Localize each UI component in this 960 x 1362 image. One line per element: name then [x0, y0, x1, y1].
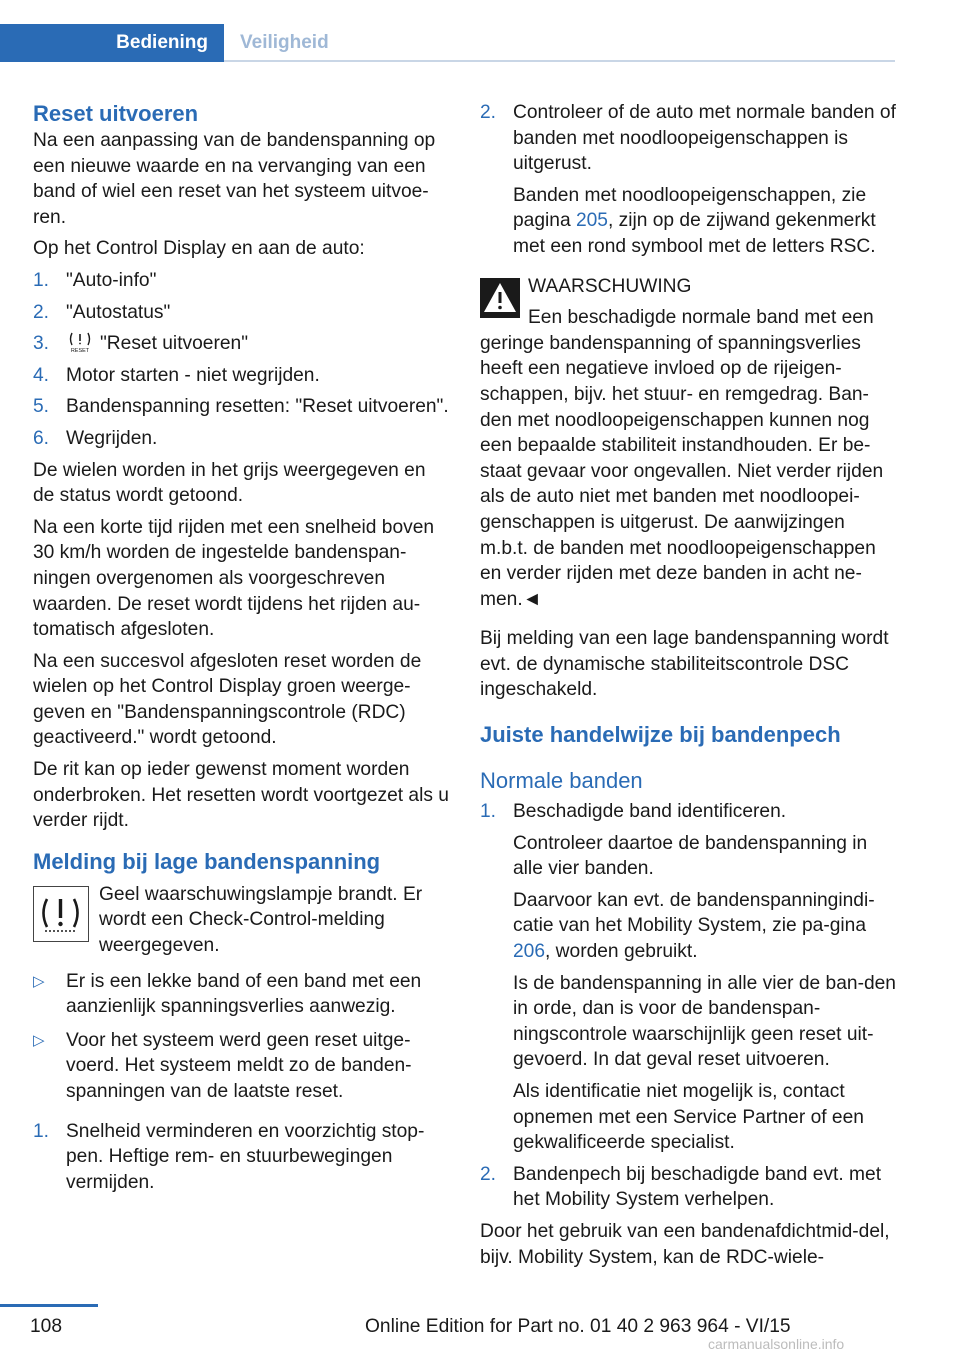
list-item: 6. Wegrijden. [33, 427, 158, 449]
list-item: 4. Motor starten - niet wegrijden. [33, 364, 320, 386]
list-item: 2. Controleer of de auto met normale banden of banden met noodloopeigenschappen is uitgerust. Banden met noodloopeigenschappen, zie pagina 205, zijn op de zijwand gekenmerkt met een rond symbool met de letters RSC. [480, 100, 898, 260]
tire-pressure-warning-icon [33, 886, 89, 942]
list-item: 1. "Auto-info" [33, 269, 157, 291]
paragraph: Op het Control Display en aan de auto: [33, 238, 365, 260]
list-item: ▷ Voor het systeem werd geen reset uitge‐voerd. Het systeem meldt zo de banden‐spanningen van de laatste reset. [33, 1029, 412, 1102]
paragraph: De wielen worden in het grijs weergegeven en de status wordt getoond. [33, 459, 426, 507]
tab-veiligheid[interactable]: Veiligheid [240, 32, 329, 53]
list-item: 1. Beschadigde band identificeren. Controleer daartoe de bandenspanning in alle vier banden. Daarvoor kan evt. de bandenspanningindi‐catie van het Mobility System, zie pa‐gina 206, worden gebruikt. Is de bandenspanning in alle vier de ban‐den in orde, dan is voor de bandenspan‐ningscontrole waarschijnlijk geen reset uit‐gevoerd. In dat geval reset uitvoeren. Als identificatie niet mogelijk is, contact opnemen met een Service Partner of een gekwalificeerde specialist. [480, 799, 898, 1156]
heading-melding-lage-bandenspanning: Melding bij lage bandenspanning [33, 848, 381, 874]
paragraph: Na een succesvol afgesloten reset worden de wielen op het Control Display groen weerge‐geven en "Bandenspanningscontrole (RDC) geactiveerd." wordt getoond. [33, 650, 422, 749]
list-item: 3. RESET "Reset uitvoeren" [33, 333, 249, 355]
heading-bandenpech: Juiste handelwijze bij bandenpech [480, 722, 841, 748]
triangle-bullet-icon: ▷ [33, 1031, 45, 1049]
page-number: 108 [30, 1316, 63, 1337]
tab-bediening[interactable]: Bediening [0, 24, 224, 62]
paragraph: Na een aanpassing van de bandenspanning op een nieuwe waarde en na vervanging van een band of wiel een reset van het systeem uitvoe‐ren. [33, 130, 436, 228]
causes-list [33, 969, 451, 1105]
reset-steps-list [33, 268, 451, 452]
left-column [33, 100, 451, 1201]
action-steps-list [33, 1119, 451, 1196]
heading-normale-banden: Normale banden [480, 768, 643, 794]
puncture-steps-list [480, 799, 898, 1213]
paragraph: De rit kan op ieder gewenst moment worden onderbroken. Het resetten wordt voortgezet als u verder rijdt. [33, 759, 449, 832]
list-item: ▷ Er is een lekke band of een band met een aanzienlijk spanningsverlies aanwezig. [33, 970, 422, 1018]
section-tabbar [0, 24, 895, 62]
page-link-206[interactable]: 206 [513, 941, 546, 963]
paragraph: Banden met noodloopeigenschappen, zie pagina 205, zijn op de zijwand gekenmerkt met een rond symbool met de letters RSC. [513, 184, 876, 257]
paragraph: Door het gebruik van een bandenafdichtmid‐del, bijv. Mobility System, kan de RDC-wiele‐ [480, 1220, 890, 1268]
list-item: 2. "Autostatus" [33, 301, 171, 323]
tire-reset-icon [66, 331, 94, 353]
paragraph: Als identificatie niet mogelijk is, contact opnemen met een Service Partner of een gekwalificeerde specialist. [513, 1081, 864, 1154]
list-item: 2. Bandenpech bij beschadigde band evt. met het Mobility System verhelpen. [480, 1163, 882, 1211]
warning-text: geringe bandenspanning of spanningsverlies heeft een negatieve invloed op de rijeigen‐schappen, bijv. het stuur- en remgedrag. Ban‐den met noodloopeigenschappen kunnen nog een bepaalde stabiliteit instandhouden. Er be‐staat gevaar voor ongevallen. Niet verder rijden als de auto niet met banden met noodloopei‐genschappen is uitgerust. De aanwijzingen m.b.t. de banden met noodloopeigenschappen en verder rijden met deze banden in acht ne‐men.◄ [480, 332, 884, 610]
warning-first-line: Een beschadigde normale band met een [528, 307, 874, 329]
paragraph: Bij melding van een lage bandenspanning wordt evt. de dynamische stabiliteitscontrole DSC ingeschakeld. [480, 628, 889, 701]
page-link-205[interactable]: 205 [575, 210, 608, 232]
svg-text:RESET: RESET [70, 348, 90, 354]
action-steps-continued [480, 100, 898, 260]
warning-lamp-text: Geel waarschuwingslampje brandt. Er wordt een Check-Control-melding weergegeven. [99, 883, 423, 957]
watermark: carmanualsonline.info [708, 1336, 845, 1352]
heading-reset-uitvoeren: Reset uitvoeren [33, 101, 199, 126]
list-item: 5. Bandenspanning resetten: "Reset uitvoeren". [33, 396, 449, 418]
footer-rule [0, 1304, 98, 1307]
warning-triangle-icon [480, 278, 520, 318]
right-column [480, 100, 898, 1276]
warning-block [480, 274, 898, 613]
paragraph: Na een korte tijd rijden met een snelheid boven 30 km/h worden de ingestelde bandenspan‐ningen overgenomen als voorgeschreven waarden. De reset wordt tijdens het rijden au‐tomatisch afgesloten. [33, 516, 435, 641]
paragraph: Is de bandenspanning in alle vier de ban‐den in orde, dan is voor de bandenspan‐ningscontrole waarschijnlijk geen reset uit‐gevoerd. In dat geval reset uitvoeren. [513, 972, 896, 1071]
triangle-bullet-icon: ▷ [33, 972, 45, 990]
paragraph: Controleer daartoe de bandenspanning in alle vier banden. [513, 832, 868, 880]
list-item: 1. Snelheid verminderen en voorzichtig stop‐pen. Heftige rem- en stuurbewegingen vermijden. [33, 1120, 425, 1193]
paragraph: Daarvoor kan evt. de bandenspanningindi‐catie van het Mobility System, zie pa‐gina 206, worden gebruikt. [513, 889, 875, 963]
edition-text: Online Edition for Part no. 01 40 2 963 964 - VI/15 [365, 1316, 791, 1337]
warning-title: WAARSCHUWING [528, 275, 692, 297]
warning-lamp-row [33, 882, 451, 959]
